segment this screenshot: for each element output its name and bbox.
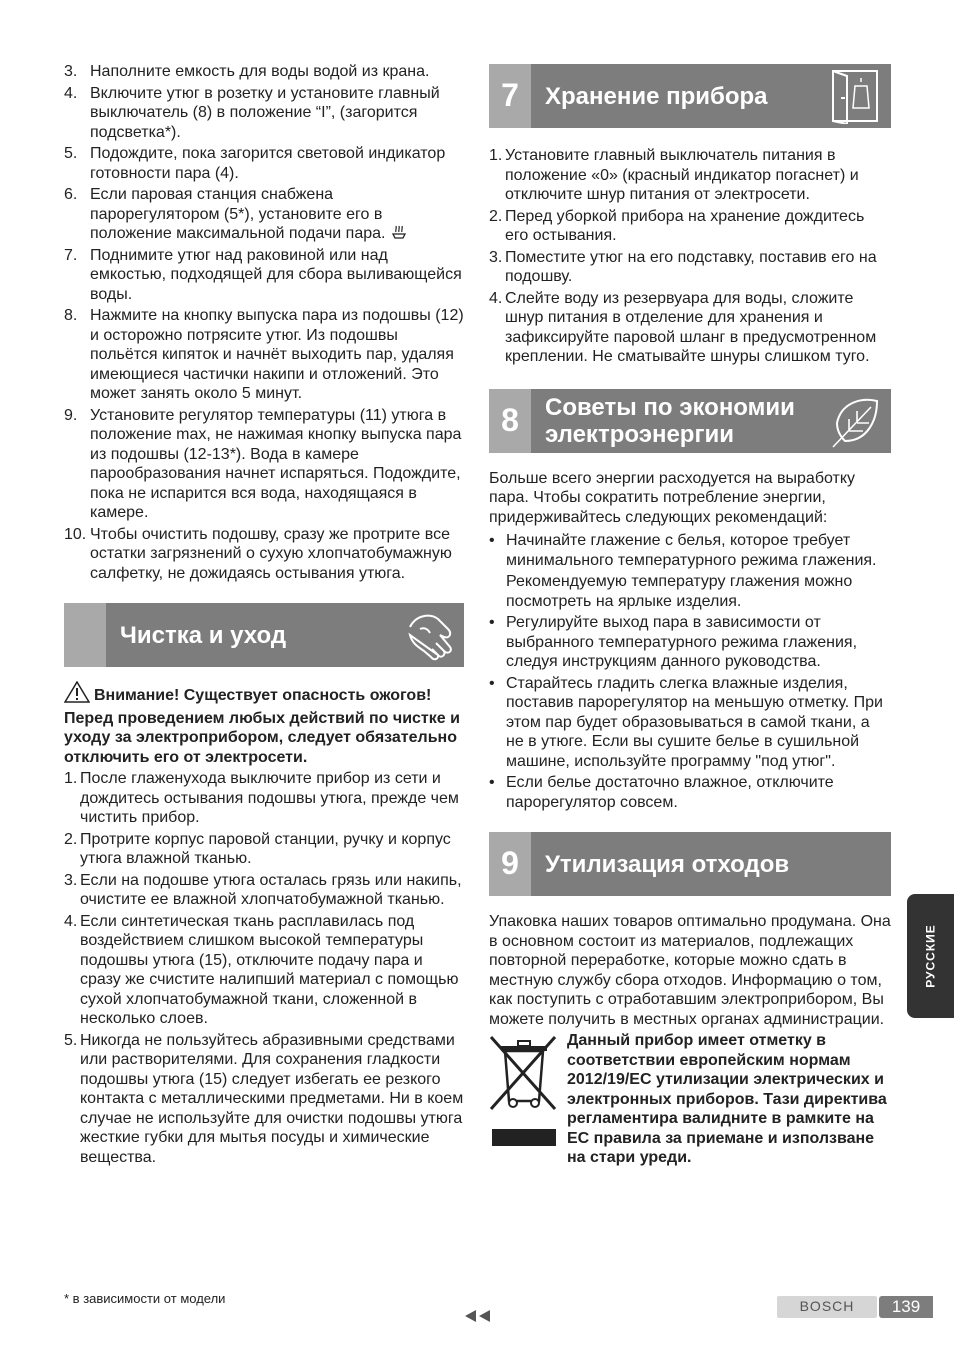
section-number-box: [64, 603, 106, 667]
list-item: 1. Установите главный выключатель питания в положение «0» (красный индикатор погаснет) и отключите шнур питания от электросети.: [489, 147, 859, 203]
cleaning-steps-list: [64, 769, 464, 1167]
steps-top-list: [64, 62, 464, 583]
section-title: Утилизация отходов: [545, 850, 790, 878]
list-item: 4. Слейте воду из резервуара для воды, сложите шнур питания в отделение для хранения и зафиксируйте паровой шланг в предусмотренном креплении. Не сматывайте шнуры слишком туго.: [489, 289, 877, 365]
section-header-storage: [489, 64, 891, 128]
list-item: 2. Протрите корпус паровой станции, ручку и корпус утюга влажной тканью.: [64, 830, 451, 867]
section-number: 8: [489, 389, 531, 453]
list-item: 9. Установите регулятор температуры (11) утюга в положение max, не нажимая кнопку выпуска пара из подошвы (12-13*). Вода в камере парообразования начнет испаряться. Подождите, пока не испарится вся вода, находящаяся в камере.: [64, 406, 462, 521]
energy-intro: Больше всего энергии расходуется на выработку пара. Чтобы сократить потребление энергии, придерживайтесь следующих рекомендаций:: [489, 469, 856, 526]
list-item: 7. Поднимите утюг над раковиной или над емкостью, подходящей для сбора выливающейся воды.: [64, 246, 462, 303]
wardrobe-icon: [827, 68, 885, 124]
section-title: Советы по экономии электроэнергии: [545, 393, 795, 448]
list-item: • Начинайте глажение с белья, которое требует минимального температурного режима глажения. Рекомендуемую температуру глажения можно посмотреть на ярлыке изделия.: [489, 532, 877, 610]
warning-icon: [64, 681, 90, 703]
list-item: 2. Перед уборкой прибора на хранение дождитесь его остывания.: [489, 207, 865, 244]
footnote: * в зависимости от модели: [64, 1291, 226, 1306]
list-item: 5. Подождите, пока загорится световой индикатор готовности пара (4).: [64, 145, 446, 182]
warning-block: Внимание! Существует опасность ожогов! Перед проведением любых действий по чистке и уходу за электроприбором, следует обязательно отключить его от электросети.: [64, 681, 464, 767]
hand-wipe-icon: [400, 607, 458, 663]
list-item: 6. Если паровая станция снабжена парорегулятором (5*), установите его в положение максимальной подачи пара.: [64, 185, 464, 244]
section-number: 9: [489, 832, 531, 896]
list-item: 4. Включите утюг в розетку и установите главный выключатель (8) в положение “I”, (загорится подсветка*).: [64, 84, 440, 141]
list-item: 8. Нажмите на кнопку выпуска пара из подошвы (12) и осторожно потрясите утюг. Из подошвы польётся кипяток и начнёт выходить пар, удаляя имеющиеся частички накипи и отложений. Это может занять около 5 минут.: [64, 307, 464, 402]
list-item: 4. Если синтетическая ткань расплавилась под воздействием слишком высокой температуры подошвы утюга (15), отключите подачу пара и сразу же счистите налипший материал с помощью сухой хлопчатобумажной ткани, сложенной в несколько слоев.: [64, 912, 459, 1027]
language-tab: РУССКИЕ: [907, 894, 954, 1018]
section-header-cleaning: [64, 603, 464, 667]
list-item: • Регулируйте выход пара в зависимости от выбранного температурного режима глажения, следуя инструкциям данного руководства.: [489, 614, 858, 670]
warning-text: Перед проведением любых действий по чистке и уходу за электроприбором, следует обязательно отключить его от электросети.: [64, 709, 460, 766]
energy-tips-list: [489, 531, 891, 812]
crossed-bin-icon: [489, 1035, 559, 1147]
section-title: Хранение прибора: [545, 82, 768, 110]
steam-max-icon: [390, 224, 408, 240]
weee-text: Данный прибор имеет отметку в соответствии европейским нормам 2012/19/ЕС утилизации электрических и электронных приборов. Тази директива регламентира валидните в рамките на ЕС правила за приемане и използване на стари уреди.: [567, 1032, 887, 1166]
section-header-disposal: [489, 832, 891, 896]
list-item: • Если белье достаточно влажное, отключите парорегулятор совсем.: [489, 774, 834, 811]
left-column: [64, 62, 464, 1169]
list-item: 3. Если на подошве утюга осталась грязь или накипь, очистите ее влажной хлопчатобумажной тканью.: [64, 871, 462, 908]
disposal-intro: Упаковка наших товаров оптимально продумана. Она в основном состоит из материалов, подлежащих повторной переработке, которые можно сдать в местную службу сбора отходов. Информацию о том, как поступить с отработавшим электроприбором, Вы можете получить в местных органах администрации.: [489, 913, 891, 1028]
back-arrows-icon[interactable]: [464, 1309, 492, 1323]
right-column: [489, 64, 891, 1168]
list-item: 3. Поместите утюг на его подставку, поставив его на подошву.: [489, 248, 877, 285]
weee-block: [489, 1031, 891, 1168]
list-item: 10. Чтобы очистить подошву, сразу же протрите все остатки загрязнений о сухую хлопчатобумажную салфетку, не дожидаясь остывания утюга.: [64, 525, 452, 582]
brand-label: BOSCH: [777, 1296, 877, 1318]
list-item: 1. После глаженухода выключите прибор из сети и дождитесь остывания подошвы утюга, прежде чем чистить прибор.: [64, 770, 459, 826]
section-header-energy: [489, 389, 891, 453]
list-item: • Старайтесь гладить слегка влажные изделия, поставив парорегулятор на меньшую отметку. При этом пар будет образовываться в самой ткани, а не в утюге. Если вы сушите белье в сушильной машине, используйте программу "под утюг".: [489, 674, 883, 770]
storage-steps-list: [489, 146, 891, 367]
list-item: 3. Наполните емкость для воды водой из крана.: [64, 63, 430, 80]
list-item: 5. Никогда не пользуйтесь абразивными средствами или растворителями. Для сохранения гладкости подошвы утюга (15) следует избегать ее резкого контакта с металлическими предметами. Ни в коем случае не используйте для очистки подошвы утюга жесткие губки для мытья посуды и химические вещества.: [64, 1031, 464, 1166]
page-number: 139: [879, 1296, 933, 1318]
section-title: Чистка и уход: [120, 621, 287, 649]
section-number: 7: [489, 64, 531, 128]
leaf-icon: [827, 393, 885, 449]
